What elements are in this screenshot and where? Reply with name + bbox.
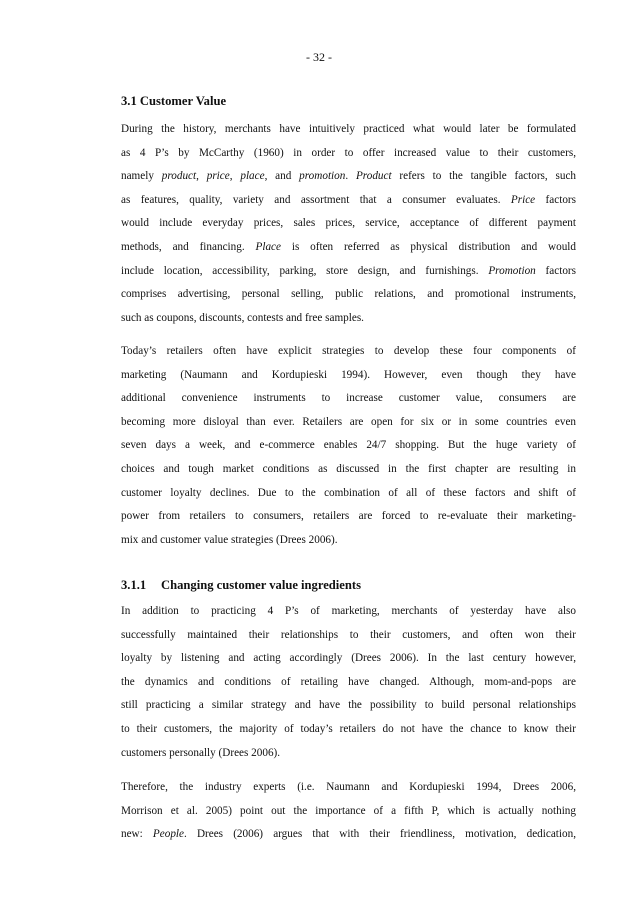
text-run: power from retailers to consumers, retailers are forced to re-evaluate their marketing- [121, 510, 576, 523]
emphasis-term: People [152, 828, 184, 841]
text-run: additional convenience instruments to increase customer value, consumers are [121, 392, 576, 405]
text-line [121, 411, 576, 435]
text-run: loyalty by listening and acting accordingly (Drees 2006). In the last century however, [121, 652, 576, 665]
emphasis-term: price [206, 170, 230, 183]
text-line [121, 307, 576, 331]
text-run: customers personally (Drees 2006). [121, 746, 281, 759]
text-line [121, 165, 576, 189]
text-line [121, 458, 576, 482]
emphasis-term: Price [510, 193, 536, 206]
text-run: the dynamics and conditions of retailing have changed. Although, mom-and-pops are [121, 675, 576, 688]
text-line [121, 823, 576, 847]
text-line [121, 142, 576, 166]
text-line [121, 434, 576, 458]
text-line [121, 189, 576, 213]
text-run: such as coupons, discounts, contests and free samples. [121, 311, 364, 324]
text-run: customer loyalty declines. Due to the combination of all of these factors and shift of [121, 486, 576, 499]
emphasis-term: Product [355, 170, 392, 183]
text-line [121, 340, 576, 364]
text-run: methods, and financing. [121, 240, 256, 253]
paragraph-merchants-of-yesterday [121, 600, 576, 765]
text-run: as features, quality, variety and assortment that a consumer evaluates. [121, 193, 511, 206]
text-run: namely [121, 170, 162, 183]
text-line [121, 529, 576, 553]
text-line [121, 647, 576, 671]
text-run: successfully maintained their relationships to their customers, and often won their [121, 628, 576, 641]
text-line [121, 505, 576, 529]
emphasis-term: Place [255, 240, 281, 253]
text-run: Therefore, the industry experts (i.e. Naumann and Kordupieski 1994, Drees 2006, [121, 781, 576, 793]
text-run: , and [264, 170, 300, 183]
text-run: marketing (Naumann and Kordupieski 1994). However, even though they have [121, 368, 576, 381]
text-run: factors [535, 193, 576, 206]
text-run: choices and tough market conditions as discussed in the first chapter are resulting in [121, 462, 576, 475]
text-line [121, 387, 576, 411]
text-run: factors [535, 264, 576, 277]
paragraph-todays-retailers [121, 340, 576, 552]
section-heading-customer-value [121, 93, 226, 109]
text-line [121, 236, 576, 260]
paragraph-fifth-p [121, 776, 576, 847]
text-line [121, 212, 576, 236]
text-line [121, 624, 576, 648]
text-line [121, 800, 576, 824]
text-run: becoming more disloyal than ever. Retailers are open for six or in some countries even [121, 415, 576, 428]
text-line [121, 671, 576, 695]
text-run: to their customers, the majority of today’s retailers do not have the chance to know their [121, 722, 576, 735]
subsection-number: 3.1.1 [121, 578, 147, 592]
emphasis-term: product [161, 170, 197, 183]
subsection-heading-changing-value [121, 577, 361, 593]
text-run: include location, accessibility, parking, store design, and furnishings. [121, 264, 489, 277]
text-line [121, 260, 576, 284]
text-line [121, 118, 576, 142]
text-run: still practicing a similar strategy and have the possibility to build personal relationships [121, 699, 576, 712]
text-line [121, 718, 576, 742]
text-run: During the history, merchants have intuitively practiced what would later be formulated [121, 123, 576, 135]
text-run: would include everyday prices, sales prices, service, acceptance of different payment [121, 217, 576, 230]
text-run: In addition to practicing 4 P’s of marketing, merchants of yesterday have also [121, 605, 576, 617]
text-run: seven days a week, and e-commerce enables 24/7 shopping. But the huge variety of [121, 439, 576, 452]
text-run: , [229, 170, 241, 183]
text-run: . Drees (2006) argues that with their friendliness, motivation, dedication, [183, 828, 576, 841]
text-line [121, 742, 576, 766]
emphasis-term: place [240, 170, 265, 183]
section-title: 3.1 Customer Value [121, 94, 227, 108]
page-number: - 32 - [306, 50, 332, 64]
text-run: , [196, 170, 207, 183]
text-run: . [345, 170, 356, 183]
text-run: refers to the tangible factors, such [391, 170, 576, 183]
text-run: Today’s retailers often have explicit strategies to develop these four components of [121, 345, 576, 357]
text-line [121, 694, 576, 718]
subsection-title: Changing customer value ingredients [161, 578, 361, 592]
text-run: new: [121, 828, 153, 841]
text-run: mix and customer value strategies (Drees 2006). [121, 533, 338, 546]
emphasis-term: promotion [299, 170, 346, 183]
text-line [121, 482, 576, 506]
emphasis-term: Promotion [488, 264, 536, 277]
text-line [121, 283, 576, 307]
text-run: comprises advertising, personal selling, public relations, and promotional instruments, [121, 288, 576, 301]
text-run: is often referred as physical distribution and would [280, 240, 576, 253]
text-line [121, 776, 576, 800]
text-line [121, 364, 576, 388]
text-run: as 4 P’s by McCarthy (1960) in order to offer increased value to their customers, [121, 146, 576, 159]
text-line [121, 600, 576, 624]
text-run: Morrison et al. 2005) point out the importance of a fifth P, which is actually nothing [121, 804, 576, 817]
paragraph-4ps [121, 118, 576, 330]
